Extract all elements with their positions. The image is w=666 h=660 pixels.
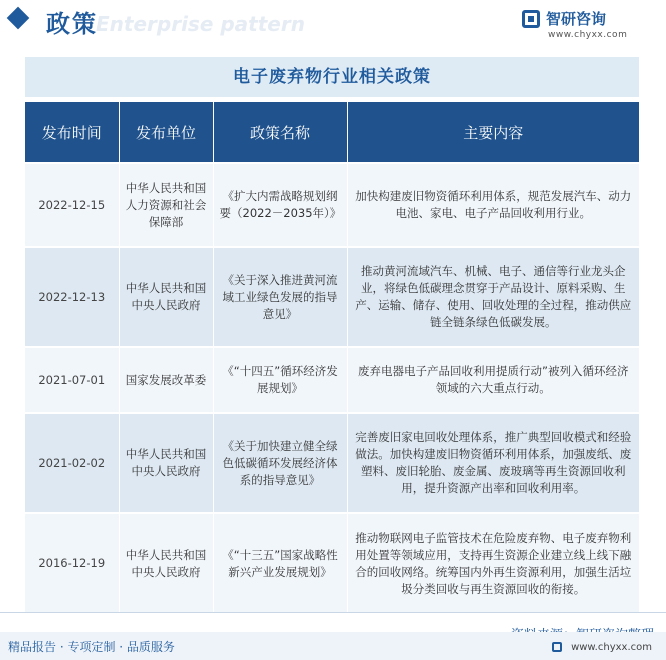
cell-policy: 《关于加快建立健全绿色低碳循环发展经济体系的指导意见》: [213, 413, 347, 513]
table-row: [25, 247, 639, 347]
cell-content: 推动黄河流域汽车、机械、电子、通信等行业龙头企业，将绿色低碳理念贯穿于产品设计、原料采购、生产、运输、储存、使用、回收处理的全过程，推动供应链全链条绿色低碳发展。: [347, 247, 639, 347]
header-watermark: Enterprise pattern: [96, 12, 305, 36]
table-row: [25, 413, 639, 513]
cell-issuer: 国家发展改革委: [119, 347, 213, 413]
cell-date: 2022-12-15: [25, 163, 119, 247]
cell-issuer: 中华人民共和国中央人民政府: [119, 513, 213, 613]
page-title: 政策: [46, 10, 98, 38]
cell-content: 完善废旧家电回收处理体系，推广典型回收模式和经验做法。加快构建废旧物资循环利用体系，加强废纸、废塑料、废旧轮胎、废金属、废玻璃等再生资源回收利用，提升资源产出率和回收利用率。: [347, 413, 639, 513]
brand-name: 智研咨询: [546, 10, 607, 28]
cell-policy: 《扩大内需战略规划纲要（2022－2035年）》: [213, 163, 347, 247]
column-header-content: 主要内容: [347, 102, 639, 163]
cell-policy: 《“十三五”国家战略性新兴产业发展规划》: [213, 513, 347, 613]
cell-issuer: 中华人民共和国中央人民政府: [119, 247, 213, 347]
footer-divider: [0, 612, 666, 613]
cell-content: 废弃电器电子产品回收利用提质行动”被列入循环经济领域的六大重点行动。: [347, 347, 639, 413]
page-header: [0, 0, 666, 44]
policy-table-container: [25, 57, 639, 613]
brand-url: www.chyxx.com: [548, 30, 628, 40]
brand-logo-icon: [522, 10, 540, 28]
cell-date: 2022-12-13: [25, 247, 119, 347]
footer-bar: [0, 632, 666, 660]
cell-date: 2016-12-19: [25, 513, 119, 613]
table-header-row: [25, 102, 639, 163]
cell-issuer: 中华人民共和国人力资源和社会保障部: [119, 163, 213, 247]
table-row: [25, 513, 639, 613]
footer-site: www.chyxx.com: [571, 642, 652, 653]
brand: [522, 8, 652, 42]
column-header-issuer: 发布单位: [119, 102, 213, 163]
cell-issuer: 中华人民共和国中央人民政府: [119, 413, 213, 513]
diamond-icon: [7, 7, 30, 30]
column-header-date: 发布时间: [25, 102, 119, 163]
table-row: [25, 347, 639, 413]
cell-date: 2021-07-01: [25, 347, 119, 413]
cell-content: 加快构建废旧物资循环利用体系，规范发展汽车、动力电池、家电、电子产品回收利用行业。: [347, 163, 639, 247]
cell-content: 推动物联网电子监管技术在危险废弃物、电子废弃物利用处置等领域应用，支持再生资源企业建立线上线下融合的回收网络。统筹国内外再生资源利用，加强生活垃圾分类回收与再生资源回收的衔接。: [347, 513, 639, 613]
table-row: [25, 163, 639, 247]
cell-date: 2021-02-02: [25, 413, 119, 513]
column-header-policy: 政策名称: [213, 102, 347, 163]
footer-tagline: 精品报告 · 专项定制 · 品质服务: [8, 640, 175, 654]
cell-policy: 《关于深入推进黄河流域工业绿色发展的指导意见》: [213, 247, 347, 347]
site-icon: [552, 642, 562, 652]
table-title: 电子废弃物行业相关政策: [25, 57, 639, 97]
policy-table: [25, 102, 639, 613]
cell-policy: 《“十四五”循环经济发展规划》: [213, 347, 347, 413]
